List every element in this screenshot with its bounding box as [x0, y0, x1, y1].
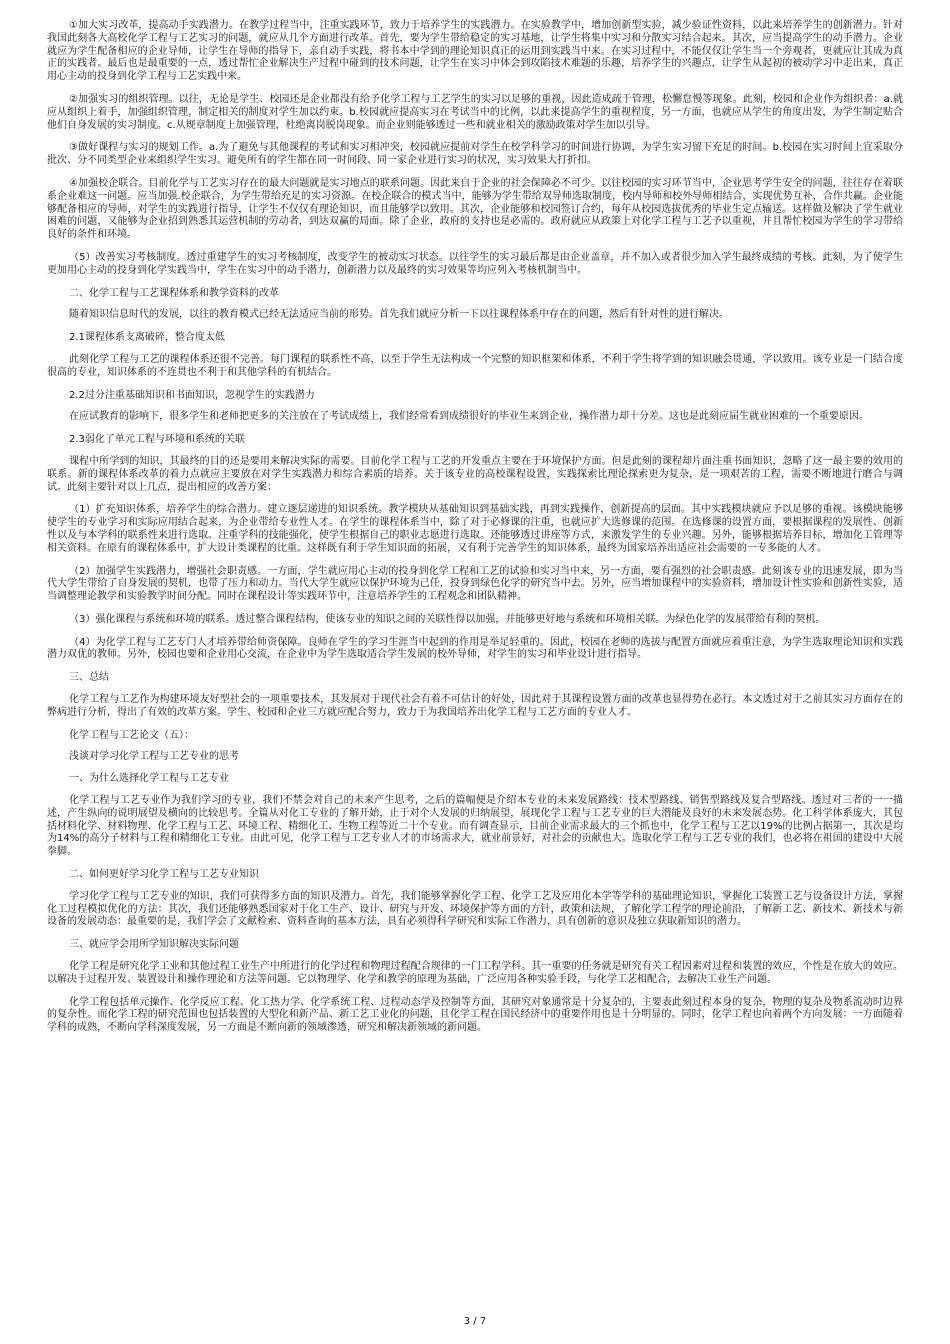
- paragraph-measure-3: （3）强化课程与系统和环境的联系。透过整合课程结构，使该专业的知识之间的关联性得以加强，并能够更好地与系统和环境相关联。为绿色化学的发展带给有利的契机。: [69, 613, 826, 625]
- paragraph-2-1: 此刻化学工程与工艺的课程体系还很不完善。每门课程的联系性不高，以至于学生无法构成一个完整的知识框架和体系，不利于学生将学到的知识融会贯通，学以致用。该专业是一门结合度很高的专业，知识体系的不连贯也不利于和其他学科的有机结合。: [47, 353, 903, 378]
- paragraph-measure-4: （4）为化学工程与工艺专门人才培养带给师资保障。良师在学生的学习生涯当中起到的作用是举足轻重的。因此，校园在老师的选拔与配置方面就应着重注意，为学生选取理论知识和实践潜力双优的教师。另外，校园也要和企业用心交流，在企业中为学生选取适合学生发展的校外导师，对学生的实习和毕业设计进行指导。: [47, 636, 903, 661]
- subheading-2-3: 2.3弱化了单元工程与环境和系统的关联: [69, 434, 245, 446]
- document-page: [47, 20, 903, 1320]
- essay-subtitle: 浅谈对学习化学工程与工艺专业的思考: [69, 751, 239, 763]
- section-heading-how-learn: 二、如何更好学习化学工程与工艺专业知识: [69, 869, 259, 881]
- paragraph-measure-1: （1）扩充知识体系，培养学生的综合潜力。建立逐层递进的知识系统。教学模块从基础知识到基础实践，再到实践操作，创新提高的层面。其中实践模块就应予以足够的重视。该模块能够使学生的专业学习和实际应用结合起来，为企业带给专业性人才。在学生的课程体系当中，除了对于必修课的注重，也就应扩大选修课的范围。在选修课的设置方面，要根据课程的发展性、创新性以及与本学科的联系性来进行选取。注重学科的技能强化，使学生根据自己的职业志愿进行选取。还能够透过讲座等方式，来激发学生的专业兴趣。另外，能够根据培养目标，增加化工管理等相关资料。在原有的课程体系中，扩大设计类课程的比重。这样既有利于学生知识面的拓展，又有利于完善学生的知识体系，最终为国家培养出适应社会需要的一专多能的人才。: [47, 504, 903, 554]
- paragraph-assessment: （5）改善实习考核制度。透过重建学生的实习考核制度，改变学生的被动实习状态。以往学生的实习最后都是由企业盖章，并不加入或者很少加入学生最终成绩的考核。此刻，为了使学生更加用心主动的投身到化学实践当中，学生在实习中的动手潜力，创新潜力以及最终的实习效果等均应列入考核机制当中。: [47, 251, 903, 276]
- subheading-2-1: 2.1课程体系支离破碎，整合度太低: [69, 332, 225, 344]
- paragraph-chemical-engineering-def: 化学工程是研究化学工业和其他过程工业生产中所进行的化学过程和物理过程配合规律的一门工程学科。其一重要的任务就是研究有关工程因素对过程和装置的效应，个性是在放大的效应。以解决于过程开发、装置设计和操作理论和方法等问题。它以物理学、化学和教学的原理为基础，广泛应用各种实验手段，与化学工艺相配合，去解决工业生产问题。: [47, 961, 903, 985]
- paragraph-chemical-engineering-scope: 化学工程包括单元操作、化学反应工程、化工热力学、化学系统工程、过程动态学及控制等方面，其研究对象通常是十分复杂的，主要表此刻过程本身的复杂，物理的复杂及物系流动时边界的复杂性。而化学工程的研究范围也包括装置的大型化和新产品、新工艺工业化的问题，且化学工程在国民经济中的重要作用也是十分明显的。同时，化学工程也向着两个方向发展：一方面随着学科的成熟，不断向学科深度发展，另一方面是不断向新的领域渗透，研究和解决新领域的新问题。: [47, 996, 903, 1034]
- paragraph-summary: 化学工程与工艺作为构建环境友好型社会的一项重要技术，其发展对于现代社会有着不可估计的好处，因此对于其课程设置方面的改革也显得势在必行。本文透过对于之前其实习方面存在的弊病进行分析，得出了有效的改革方案。学生、校园和企业三方就应配合努力，致力于为我国培养出化学工程与工艺方面的专业人才。: [47, 694, 903, 718]
- paragraph-practice-management: ②加强实习的组织管理。以往，无论是学生、校园还是企业都没有给予化学工程与工艺学生的实习以足够的重视，因此造成疏于管理，松懈怠慢等现象。此刻，校园和企业作为组织者：a.就应从组织上着手，加强组织管理，制定相关的制度对学生加以约束。b.校园就应提高实习在考试当中的比例，以此来提高学生的重视程度，另一方面，也就应从学生的角度出发，为学生制定贴合他们自身发展的实习制度。c.从规章制度上加强管理，杜绝离岗脱岗现象。而企业则能够透过一些和就业相关的激励政策对学生加以引导。: [47, 93, 903, 131]
- page-number: 3 / 7: [463, 1316, 487, 1327]
- paragraph-2-3: 课程中所学到的知识，其最终的目的还是要用来解决实际的需要。目前化学工程与工艺的开发重点主要在于环境保护方面。但是此刻的课程却片面注重书面知识，忽略了这一最主要的效用的联系。新的课程体系改革的着力点就应主要放在对学生实践潜力和综合素质的培养。关于该专业的高校课程设置，实践探索比理论探索更为复杂，是一项艰苦的工程，需要不断地进行磨合与调试。此刻主要针对以上几点，提出相应的改善方案：: [47, 455, 903, 493]
- paragraph-2-2: 在应试教育的影响下，很多学生和老师把更多的关注放在了考试成绩上，我们经常看到成绩很好的毕业生来到企业，操作潜力却十分差。这也是此刻应届生就业困难的一个重要原因。: [69, 411, 869, 423]
- essay-title-five: 化学工程与工艺论文（五）：: [69, 729, 194, 741]
- section-heading-why-major: 一、为什么选择化学工程与工艺专业: [69, 773, 229, 785]
- paragraph-school-enterprise: ④加强校企联合。目前化学与工艺实习存在的最大问题就是实习地点的联系问题。因此来自于企业的社会保障必不可少。以往校园的实习环节当中，企业思考学生安全的问题，往往存在着联系企业难这一问题。应当加强.校企联合，为学生带给充足的实习资源。在校企联合的模式当中，能够为学生带给双导师选取制度，校内导师和校外导师相结合，实现优势互补，合作共赢。企业能够配备相应的导师，对学生的实践进行指导，让学生不仅仅有理论知识，而且能够学以致用。其次，企业能够和校园签订合约，每年从校园选拔优秀的毕业生定点输送。这样做及解决了学生就业困难的问题，又能够为企业招到熟悉其运营机制的劳动者，到达双赢的局面。除了企业，政府的支持也是必需的。政府就应从政策上对化学工程与工艺予以重视，并且帮忙校园为学生的学习带给良好的条件和环境。: [47, 177, 903, 241]
- paragraph-why-major: 化学工程与工艺专业作为我们学习的专业，我们不禁会对自己的未来产生思考，之后的篇幅便是介绍本专业的未来发展路线：技术型路线、销售型路线及复合型路线。透过对三者的一一描述，产生纵向的说明展望及横向的比较思考。全篇从对化工专业的了解开始，止于对个人发展的归纳展望，展现化学工程与工艺专业的巨大潜能及良好的未来发展态势。化工科学体系庞大，其包括材料化学、材料物理、化学工程与工艺、环境工程、精细化工、生物工程等近二十个专业。而有调查显示，目前企业需求最大的三个抓也中，化学工程与工艺以19%的比例占据第一，其次是均为14%的高分子材料与工程和精细化工专业。由此可见，化学工程与工艺专业人才的市场需求大，就业前景好，对社会的贡献也大。选取化学工程与工艺专业的我们，也必将在祖国的建设中大展拳脚。: [47, 795, 903, 858]
- paragraph-how-learn: 学习化学工程与工艺专业的知识，我们可获得多方面的知识及潜力。首先，我们能够掌握化学工程、化学工艺及应用化本学等学科的基础理论知识，掌握化工装置工艺与设备设计方法，掌握化工过程模拟优化的方法：其次，我们还能够熟悉国家对于化工生产、设计、研究与开发、环境保护等方面的方针，政策和法规，了解化学工程学的理论前沿，了解新工艺、新技术、新技术与新设备的发展动态：最重要的是，我们学会了文献检索、资料查询的基本方法，具有必须得科学研究和实际工作潜力，具有创新的意识及独立获取新知识的潜力。: [47, 890, 903, 928]
- section-heading-summary: 三、总结: [69, 672, 109, 684]
- subheading-2-2: 2.2过分注重基础知识和书面知识，忽视学生的实践潜力: [69, 389, 315, 401]
- section-heading-curriculum: 二、化学工程与工艺课程体系和教学资料的改革: [69, 287, 279, 299]
- section-heading-apply-knowledge: 三、就应学会用所学知识解决实际问题: [69, 939, 239, 951]
- paragraph-measure-2: （2）加强学生实践潜力，增强社会职责感。一方面，学生就应用心主动的投身到化学工程和工艺的试验和实习当中来，另一方面，要有强烈的社会职责感。此刻该专业的迅速发展，即为当代大学生带给了自身发展的契机，也带了压力和动力。当代大学生就应以保护环境为己任，投身到绿色化学的研究当中去。另外，应当增加课程中的实验资料，增加设计性实验和创新性实验，适当调整理论教学和实验教学时间分配。同时在课程设计等实践环节中，注意培养学生的工程观念和团队精神。: [47, 565, 903, 603]
- paragraph-course-planning: ③做好课程与实习的规划工作。a.为了避免与其他课程的考试和实习相冲突，校园就应提前对学生在校学科学习的时间进行协调，为学生实习留下充足的时间。b.校园在实习时间上宜采取分批次、分不同类型企业来组织学生实习。避免所有的学生都在同一时间段、同一家企业进行实习的状况，实习效果大打折扣。: [47, 142, 903, 167]
- paragraph-intro-curriculum: 随着知识信息时代的发展，以往的教育模式已经无法适应当前的形势。首先我们就应分析一下以往课程体系中存在的问题，然后有针对性的进行解决。: [69, 309, 729, 321]
- paragraph-practice-reform: ①加大实习改革，提高动手实践潜力。在教学过程当中，注重实践环节，致力于培养学生的实践潜力。在实验教学中，增加创新型实验，减少验证性资料，以此来培养学生的创新潜力。针对我国此刻各大高校化学工程与工艺实习的问题，就应从几个方面进行改革。首先，要为学生带给稳定的实习基地，让学生将集中实习和分散实习结合起来。其次，应当提高学生的动手潜力。企业就应为学生配备相应的企业导师，让学生在导师的指导下，亲自动手实践，将书本中学到的理论知识真正的运用到实践当中来。在实习过程中，不能仅仅让学生当一个旁观者，更就应让其成为真正的实践者。最后也是最重要的一点，透过帮忙企业解决生产过程中碰到的技术问题，让学生在实习中体会到攻陷技术难题的乐趣，培养学生的兴趣点，让学生从起初的被动学习中走出来，真正用心主动的投身到化学工程与工艺实践中来。: [47, 20, 903, 83]
